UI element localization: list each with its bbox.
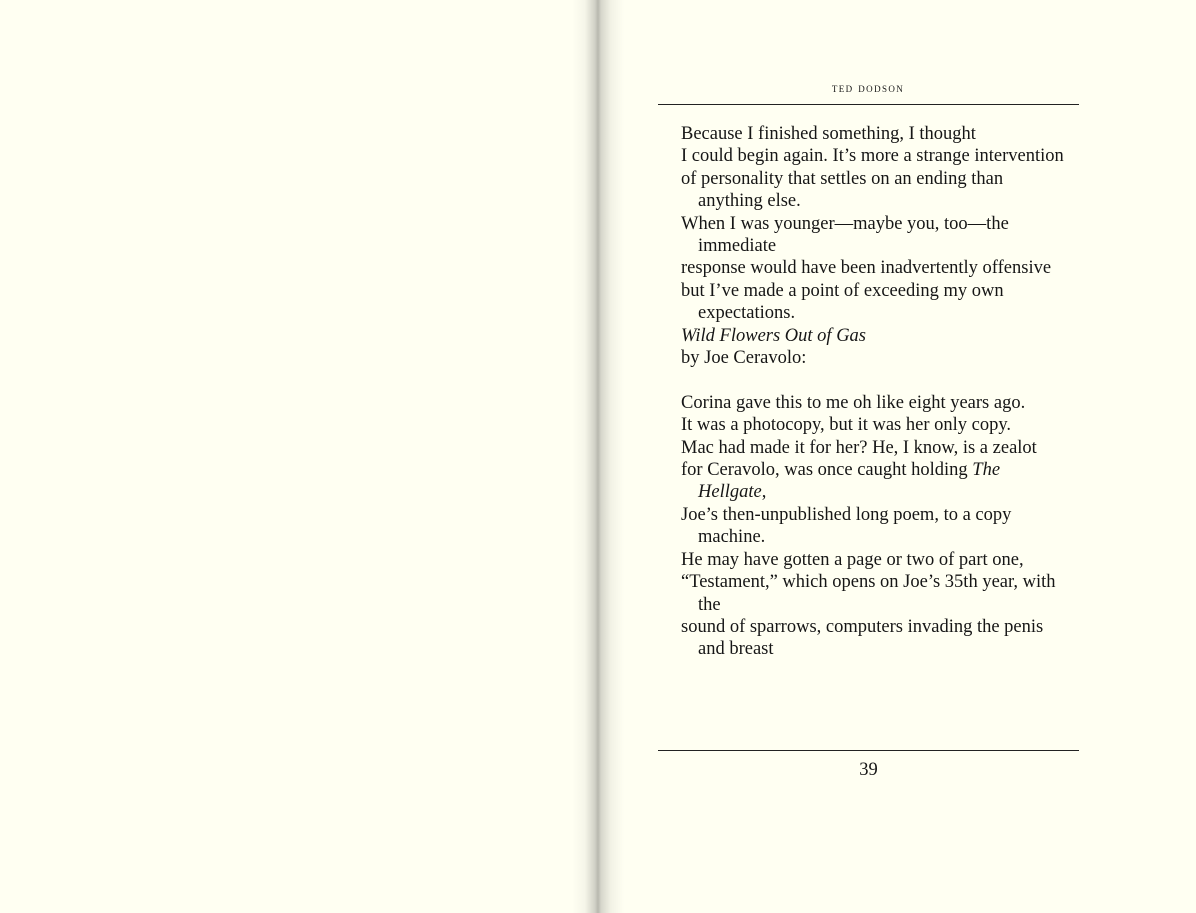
poem-line: It was a photocopy, but it was her only copy.: [681, 415, 1012, 436]
poem-line: response would have been inadvertently offensive: [681, 258, 1052, 279]
page-number: 39: [859, 760, 878, 780]
poem-line: Corina gave this to me oh like eight years ago.: [681, 392, 1026, 413]
poem-line: of personality that settles on an ending than anything else.: [681, 168, 1004, 212]
poem-line: “Testament,” which opens on Joe’s 35th year, with the: [681, 572, 1056, 615]
footer-rule: [658, 750, 1079, 751]
poem-body: [681, 123, 1071, 661]
stanza-break: [681, 369, 1071, 391]
poem-line-punct: ,: [761, 482, 767, 503]
book-title-italic: Wild Flowers Out of Gas: [681, 325, 867, 346]
poem-line: He may have gotten a page or two of part one,: [681, 549, 1024, 570]
poem-line: Because I finished something, I thought: [681, 124, 976, 144]
poem-line: Mac had made it for her? He, I know, is a zealot: [681, 437, 1037, 458]
running-head-author: ted dodson: [831, 80, 905, 95]
poem-line-text: for Ceravolo, was once caught holding: [681, 460, 973, 481]
poem-line: Joe’s then-unpublished long poem, to a copy machine.: [681, 504, 1012, 548]
left-page-blank: [0, 0, 596, 913]
poem-line: [681, 459, 1071, 504]
poem-line-book-title: [681, 325, 1071, 347]
poem-line: but I’ve made a point of exceeding my own expectations.: [681, 280, 1004, 324]
right-page: [600, 0, 1196, 913]
poem-line: sound of sparrows, computers invading the penis and breast: [681, 616, 1044, 660]
poem-title-italic: The Hellgate: [698, 460, 1001, 503]
poem-line: I could begin again. It’s more a strange intervention: [681, 146, 1064, 167]
poem-line: by Joe Ceravolo:: [681, 348, 807, 369]
header-rule: [658, 104, 1079, 105]
poem-line: When I was younger—maybe you, too—the immediate: [681, 213, 1009, 257]
